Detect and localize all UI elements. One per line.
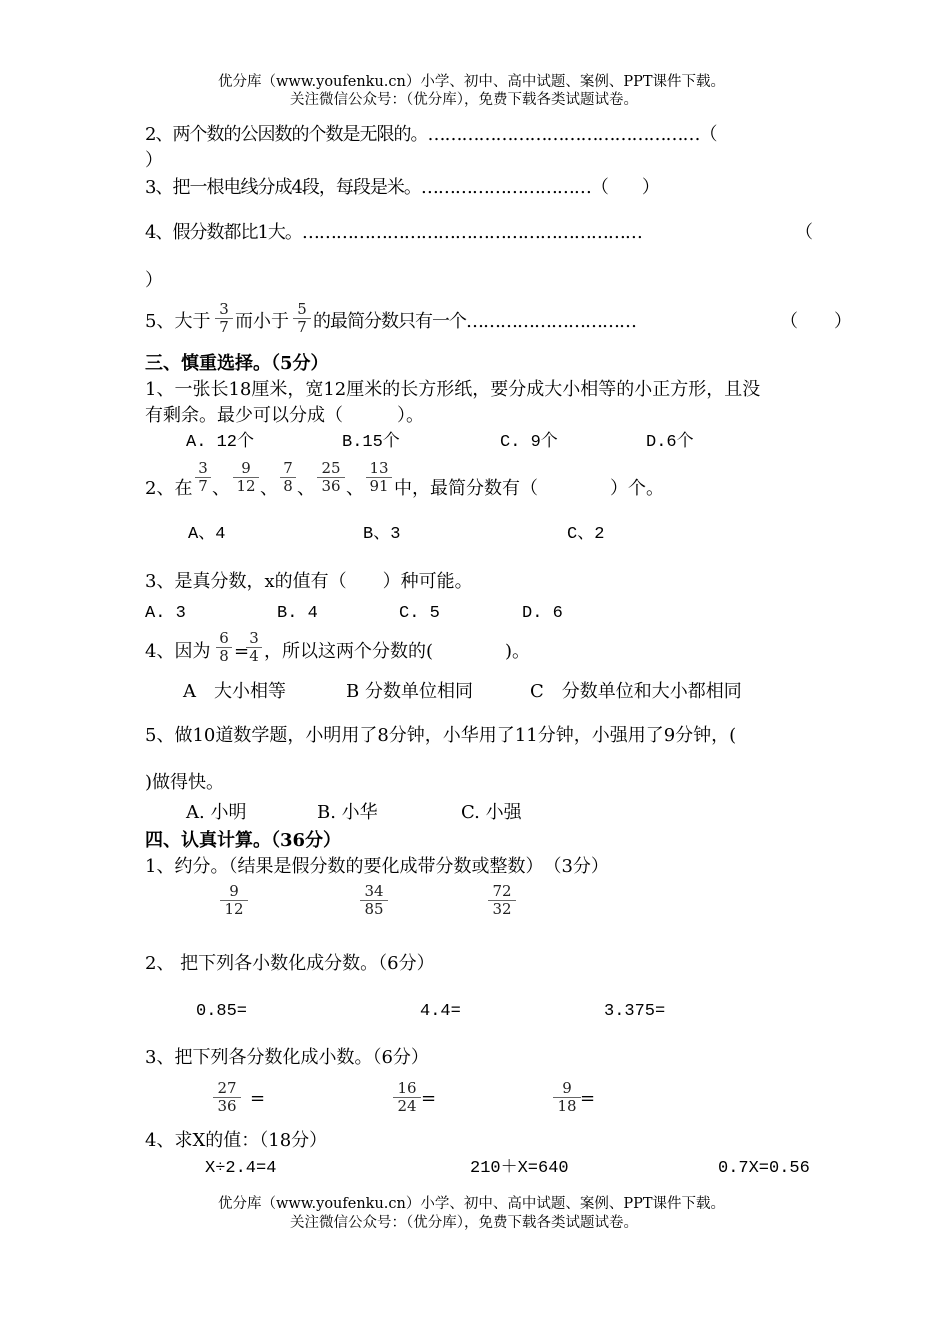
judge-q3: 3、把一根电线分成4段，每段是米。…………………………（ ） <box>145 177 659 198</box>
denominator: 4 <box>246 647 262 665</box>
s3-q1-line2: 有剩余。最少可以分成（ ）。 <box>145 405 424 426</box>
denominator: 7 <box>293 318 311 336</box>
fraction <box>220 883 248 918</box>
fraction <box>360 883 388 918</box>
s3-q1-option: C. 9个 <box>500 433 558 452</box>
header-line-2: 关注微信公众号：（优分库），免费下载各类试题试卷。 <box>290 92 638 108</box>
numerator: 25 <box>321 459 341 477</box>
denominator: 24 <box>393 1097 421 1115</box>
separator: 、 <box>297 478 315 499</box>
fraction <box>393 1080 421 1115</box>
denominator: 18 <box>553 1097 581 1115</box>
numerator: 16 <box>397 1079 417 1097</box>
s3-q1-option: D.6个 <box>646 433 694 452</box>
footer-line-1: 优分库（www.youfenku.cn）小学、初中、高中试题、案例、PPT课件下载。 <box>218 1196 726 1212</box>
s4-q4: 4、求X的值：（18分） <box>145 1130 328 1151</box>
section4-title: 四、认真计算。（36分） <box>145 830 342 851</box>
judge-q5-a: 5、大于 <box>145 311 211 332</box>
s3-q5-line2: )做得快。 <box>145 772 225 793</box>
s3-q1-line1: 1、一张长18厘米，宽12厘米的长方形纸，要分成大小相等的小正方形，且没 <box>145 379 761 400</box>
denominator: 12 <box>233 477 259 495</box>
fraction <box>246 630 262 665</box>
judge-q5-b: 而小于 <box>235 311 289 332</box>
s3-q5-option: A. 小明 <box>186 802 247 823</box>
numerator: 9 <box>241 459 251 477</box>
separator: 、 <box>260 478 278 499</box>
section3-title: 三、慎重选择。（5分） <box>145 353 329 374</box>
denominator: 32 <box>488 900 516 918</box>
s3-q1-option: B.15个 <box>342 433 400 452</box>
fraction <box>233 460 259 495</box>
s3-q3-option: D. 6 <box>522 604 563 623</box>
header-line-1: 优分库（www.youfenku.cn）小学、初中、高中试题、案例、PPT课件下载。 <box>218 74 726 90</box>
judge-q4: 4、假分数都比1大。…………………………………………………… <box>145 222 642 243</box>
judge-q2-close: ） <box>145 150 163 171</box>
s4-q1: 1、约分。（结果是假分数的要化成带分数或整数） （3分） <box>145 856 609 877</box>
separator: 、 <box>346 478 364 499</box>
s4-q2: 2、 把下列各小数化成分数。（6分） <box>145 953 435 974</box>
s4-q4-item: 0.7X=0.56 <box>718 1159 810 1178</box>
denominator: 36 <box>317 477 345 495</box>
fraction <box>366 460 392 495</box>
equals-sign: = <box>580 1088 596 1109</box>
judge-q4-open: （ <box>795 222 813 243</box>
s3-q3: 3、是真分数，x的值有（ ）种可能。 <box>145 571 473 592</box>
numerator: 7 <box>283 459 293 477</box>
numerator: 5 <box>297 300 307 318</box>
numerator: 9 <box>229 882 239 900</box>
s4-q4-item: X÷2.4=4 <box>205 1159 277 1178</box>
s3-q4-option: A 大小相等 <box>183 681 286 702</box>
fraction <box>216 630 232 665</box>
s3-q2-post: 中，最简分数有（ ）个。 <box>394 478 664 499</box>
denominator: 7 <box>195 477 211 495</box>
s4-q3: 3、把下列各分数化成小数。（6分） <box>145 1047 429 1068</box>
s4-q2-item: 0.85= <box>196 1002 248 1021</box>
numerator: 27 <box>217 1079 237 1097</box>
equals-sign: = <box>234 641 250 662</box>
numerator: 34 <box>364 882 384 900</box>
s3-q2-pre: 2、在 <box>145 478 193 499</box>
denominator: 7 <box>215 318 233 336</box>
numerator: 9 <box>562 1079 572 1097</box>
s3-q4-option: C 分数单位和大小都相同 <box>530 681 742 702</box>
separator: 、 <box>212 478 230 499</box>
numerator: 6 <box>219 629 229 647</box>
s3-q5-option: C. 小强 <box>461 802 522 823</box>
s3-q4-post: ，所以这两个分数的( )。 <box>264 641 531 662</box>
denominator: 8 <box>280 477 296 495</box>
s3-q2-option: B、3 <box>363 525 401 544</box>
judge-q4-close: ） <box>145 270 163 291</box>
s4-q2-item: 4.4= <box>420 1002 461 1021</box>
s3-q4-option: B 分数单位相同 <box>346 681 473 702</box>
s3-q2-option: C、2 <box>567 525 605 544</box>
s3-q3-option: C. 5 <box>399 604 440 623</box>
denominator: 85 <box>360 900 388 918</box>
fraction <box>488 883 516 918</box>
s3-q3-option: B. 4 <box>277 604 318 623</box>
numerator: 72 <box>492 882 512 900</box>
fraction <box>293 301 311 336</box>
footer-line-2: 关注微信公众号：（优分库），免费下载各类试题试卷。 <box>290 1215 638 1231</box>
numerator: 13 <box>369 459 389 477</box>
denominator: 8 <box>216 647 232 665</box>
equals-sign: = <box>250 1088 266 1109</box>
denominator: 12 <box>220 900 248 918</box>
s4-q2-item: 3.375= <box>604 1002 666 1021</box>
numerator: 3 <box>219 300 229 318</box>
s3-q5-option: B. 小华 <box>317 802 378 823</box>
fraction <box>195 460 211 495</box>
numerator: 3 <box>198 459 208 477</box>
s3-q5-line1: 5、做10道数学题，小明用了8分钟，小华用了11分钟，小强用了9分钟，( <box>145 725 737 746</box>
denominator: 36 <box>213 1097 241 1115</box>
s3-q2-option: A、4 <box>188 525 226 544</box>
fraction <box>215 301 233 336</box>
s3-q1-option: A. 12个 <box>186 433 255 452</box>
judge-q5-paren: （ ） <box>780 311 852 332</box>
fraction <box>280 460 296 495</box>
s3-q4-pre: 4、因为 <box>145 641 211 662</box>
numerator: 3 <box>249 629 259 647</box>
s3-q3-option: A. 3 <box>145 604 186 623</box>
judge-q2: 2、两个数的公因数的个数是无限的。…………………………………………（ <box>145 124 717 145</box>
fraction <box>213 1080 241 1115</box>
equals-sign: = <box>421 1088 437 1109</box>
fraction <box>317 460 345 495</box>
denominator: 91 <box>366 477 392 495</box>
s4-q4-item: 210＋X=640 <box>470 1159 569 1178</box>
judge-q5-c: 的最简分数只有一个………………………… <box>313 311 636 332</box>
fraction <box>553 1080 581 1115</box>
